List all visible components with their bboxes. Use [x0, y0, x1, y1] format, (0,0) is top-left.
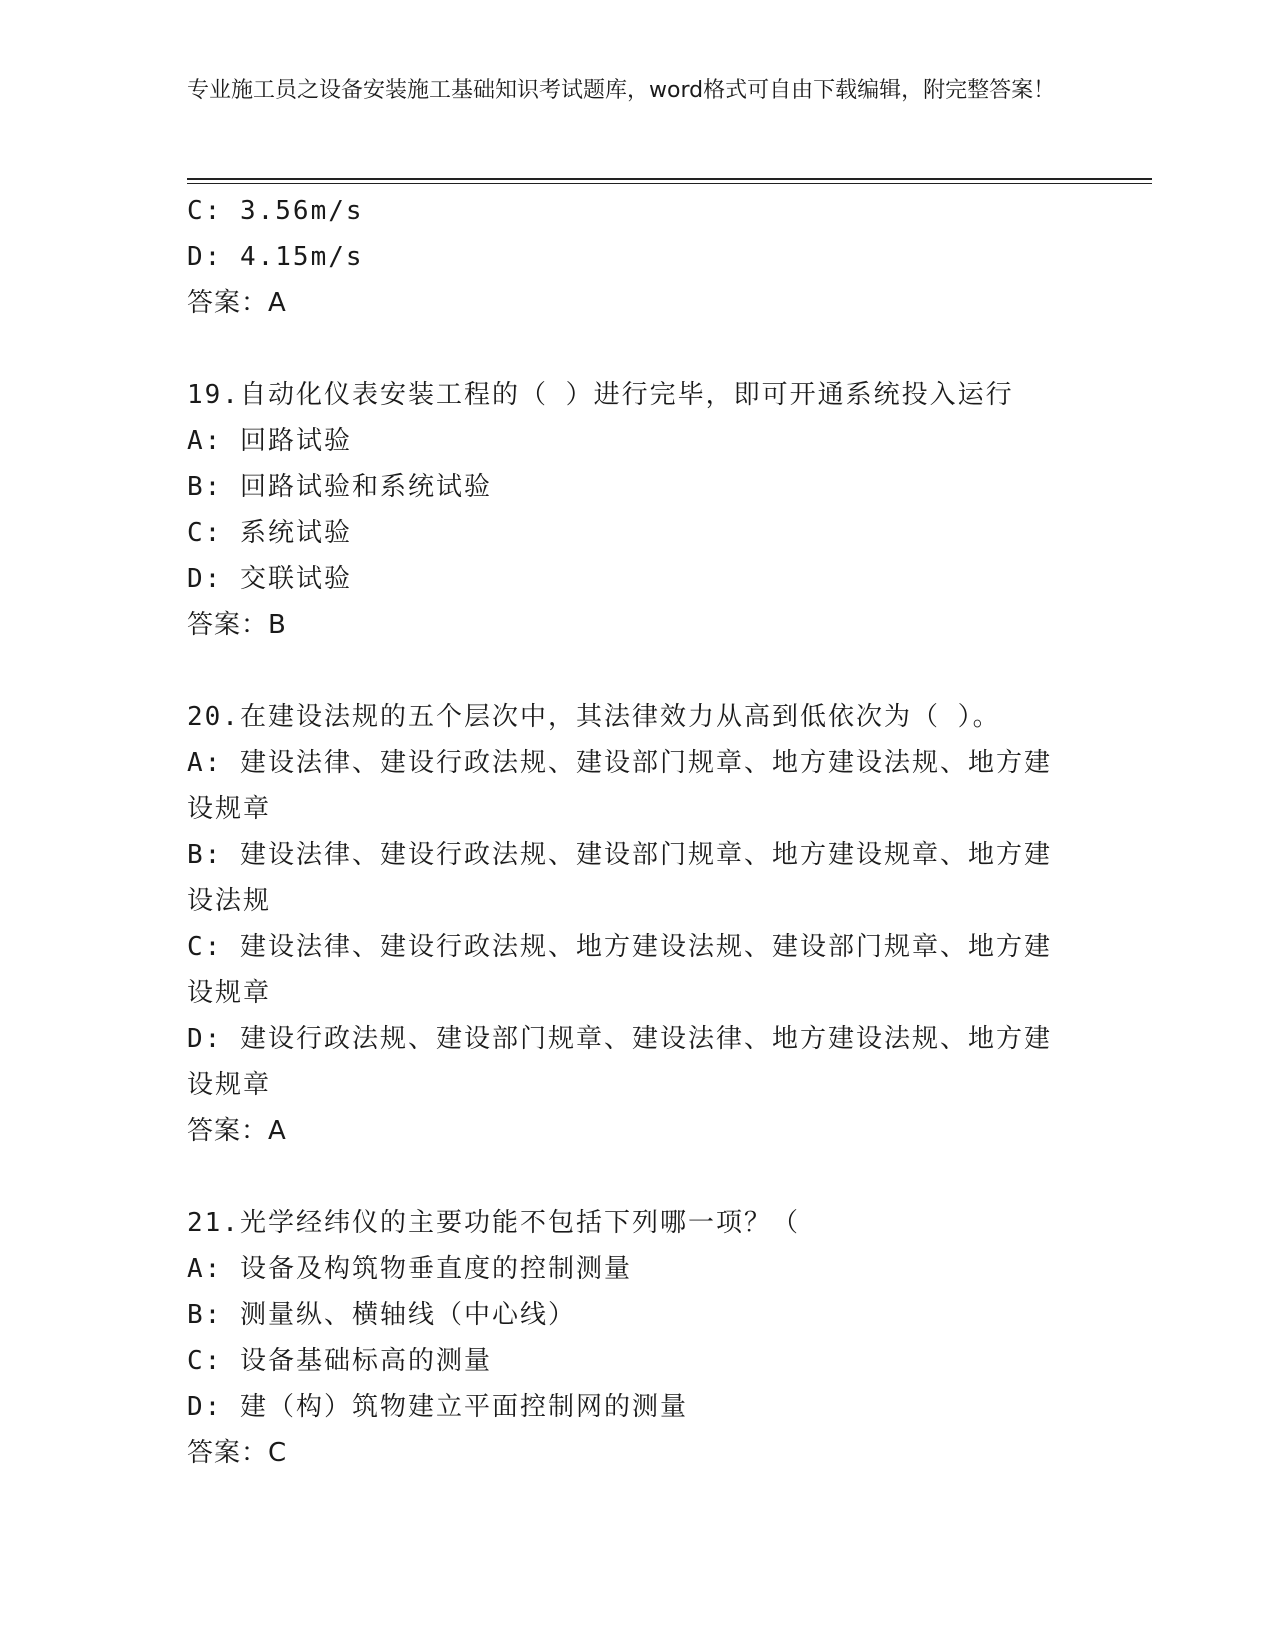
spacer [187, 326, 1072, 372]
question-19 [187, 372, 1072, 648]
option-a: A: 设备及构筑物垂直度的控制测量 [187, 1254, 632, 1284]
answer-line: 答案：C [187, 1438, 288, 1468]
header-divider-thin [187, 183, 1152, 184]
header-divider-thick [187, 178, 1152, 180]
option-a: A: 回路试验 [187, 426, 352, 456]
question-stem: 21.光学经纬仪的主要功能不包括下列哪一项？（ [187, 1208, 800, 1238]
option-c: C: 设备基础标高的测量 [187, 1346, 492, 1376]
spacer [187, 1154, 1072, 1200]
question-18-partial [187, 188, 1072, 326]
option-d: D: 建（构）筑物建立平面控制网的测量 [187, 1392, 688, 1422]
option-b: B: 建设法律、建设行政法规、建设部门规章、地方建设规章、地方建设法规 [187, 840, 1052, 916]
option-c: C: 3.56m/s [187, 196, 364, 226]
option-d: D: 建设行政法规、建设部门规章、建设法律、地方建设法规、地方建设规章 [187, 1024, 1052, 1100]
option-b: B: 测量纵、横轴线（中心线） [187, 1300, 576, 1330]
answer-line: 答案：A [187, 1116, 287, 1146]
spacer [187, 648, 1072, 694]
option-c: C: 建设法律、建设行政法规、地方建设法规、建设部门规章、地方建设规章 [187, 932, 1052, 1008]
option-d: D: 4.15m/s [187, 242, 364, 272]
answer-line: 答案：A [187, 288, 287, 318]
answer-line: 答案：B [187, 610, 287, 640]
option-c: C: 系统试验 [187, 518, 352, 548]
question-21 [187, 1200, 1072, 1476]
option-b: B: 回路试验和系统试验 [187, 472, 492, 502]
page-header: 专业施工员之设备安装施工基础知识考试题库，word格式可自由下载编辑，附完整答案！ [187, 78, 1056, 103]
option-a: A: 建设法律、建设行政法规、建设部门规章、地方建设法规、地方建设规章 [187, 748, 1052, 824]
question-content [187, 188, 1072, 1476]
question-stem: 20.在建设法规的五个层次中，其法律效力从高到低依次为（ ）。 [187, 702, 1001, 732]
option-d: D: 交联试验 [187, 564, 352, 594]
question-20 [187, 694, 1072, 1154]
question-stem: 19.自动化仪表安装工程的（ ）进行完毕，即可开通系统投入运行 [187, 380, 1014, 410]
